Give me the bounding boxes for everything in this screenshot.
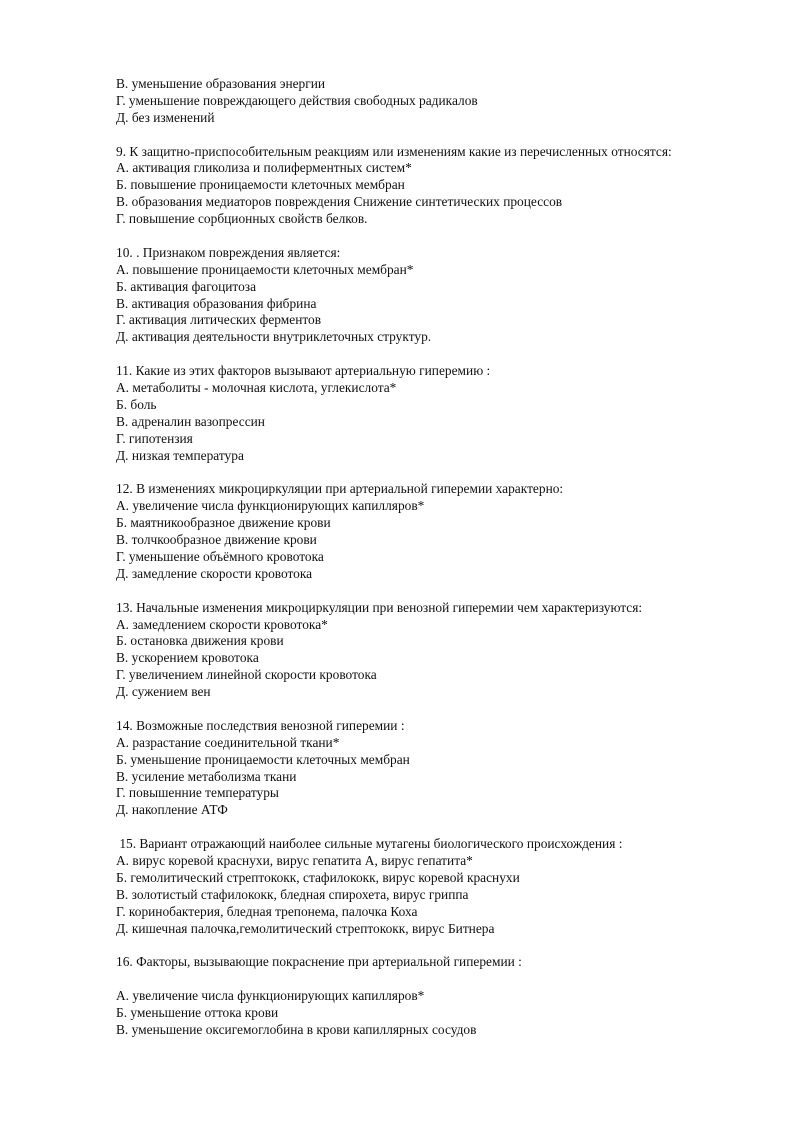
question-text: 13. Начальные изменения микроциркуляции при венозной гиперемии чем характеризуются: xyxy=(116,599,643,615)
answer-option: Г. повышение сорбционных свойств белков. xyxy=(116,211,368,227)
answer-option: Б. уменьшение оттока крови xyxy=(116,1004,279,1020)
question-block-13 xyxy=(116,600,786,701)
answer-option: Д. активация деятельности внутриклеточных структур. xyxy=(116,329,432,345)
answer-option: В. толчкообразное движение крови xyxy=(116,532,317,548)
question-block-15 xyxy=(116,836,786,937)
question-block-8-continuation xyxy=(116,76,786,127)
answer-option: Б. повышение проницаемости клеточных мембран xyxy=(116,177,405,193)
answer-option: В. адреналин вазопрессин xyxy=(116,413,265,429)
answer-option: Д. замедление скорости кровотока xyxy=(116,565,313,581)
question-text: 10. . Признаком повреждения является: xyxy=(116,244,341,260)
answer-option: Г. повышенние температуры xyxy=(116,785,279,801)
answer-option: Д. кишечная палочка,гемолитический стрептококк, вирус Битнера xyxy=(116,920,495,936)
answer-option: Г. уменьшение объёмного кровотока xyxy=(116,548,324,564)
answer-option: Г. увеличением линейной скорости кровотока xyxy=(116,667,377,683)
question-block-14 xyxy=(116,718,786,819)
answer-option: А. метаболиты - молочная кислота, углекислота* xyxy=(116,380,397,396)
answer-option: А. повышение проницаемости клеточных мембран* xyxy=(116,261,414,277)
question-text: 11. Какие из этих факторов вызывают артериальную гиперемию : xyxy=(116,363,491,379)
answer-option: Б. остановка движения крови xyxy=(116,633,284,649)
answer-option: Б. маятникообразное движение крови xyxy=(116,515,331,531)
answer-option: В. золотистый стафилококк, бледная спирохета, вирус гриппа xyxy=(116,886,469,902)
answer-option: А. вирус коревой краснухи, вирус гепатита А, вирус гепатита* xyxy=(116,852,473,868)
answer-option: В. ускорением кровотока xyxy=(116,650,259,666)
answer-option: Д. низкая температура xyxy=(116,447,244,463)
answer-option: Б. боль xyxy=(116,396,157,412)
answer-option: В. активация образования фибрина xyxy=(116,295,317,311)
question-text: 15. Вариант отражающий наиболее сильные мутагены биологического происхождения : xyxy=(116,836,623,852)
answer-option: Б. гемолитический стрептококк, стафилококк, вирус коревой краснухи xyxy=(116,869,520,885)
document-page xyxy=(116,76,786,1056)
answer-option: Б. активация фагоцитоза xyxy=(116,278,257,294)
question-block-16 xyxy=(116,954,786,1038)
answer-option: Д. сужением вен xyxy=(116,684,211,700)
question-block-10 xyxy=(116,245,786,346)
answer-option: Г. уменьшение повреждающего действия свободных радикалов xyxy=(116,92,478,108)
answer-option: А. активация гликолиза и полиферментных систем* xyxy=(116,160,412,176)
question-block-11 xyxy=(116,363,786,464)
question-text: 12. В изменениях микроциркуляции при артериальной гиперемии характерно: xyxy=(116,481,564,497)
question-text: 9. К защитно-приспособительным реакциям или изменениям какие из перечисленных относятся: xyxy=(116,143,672,159)
answer-option: А. разрастание соединительной ткани* xyxy=(116,734,340,750)
question-text: 16. Факторы, вызывающие покраснение при артериальной гиперемии : xyxy=(116,954,522,970)
answer-option: А. увеличение числа функционирующих капилляров* xyxy=(116,988,425,1004)
answer-option: А. замедлением скорости кровотока* xyxy=(116,616,328,632)
answer-option: Г. активация литических ферментов xyxy=(116,312,322,328)
answer-option: Г. коринобактерия, бледная трепонема, палочка Коха xyxy=(116,903,418,919)
answer-option: Б. уменьшение проницаемости клеточных мембран xyxy=(116,751,410,767)
answer-option: Г. гипотензия xyxy=(116,430,193,446)
question-block-12 xyxy=(116,481,786,582)
answer-option: В. образования медиаторов повреждения Снижение синтетических процессов xyxy=(116,194,563,210)
answer-option: Д. без изменений xyxy=(116,109,215,125)
question-text: 14. Возможные последствия венозной гиперемии : xyxy=(116,717,405,733)
blank-line xyxy=(116,971,786,988)
question-block-9 xyxy=(116,144,786,228)
answer-option: В. усиление метаболизма ткани xyxy=(116,768,297,784)
answer-option: В. уменьшение оксигемоглобина в крови капиллярных сосудов xyxy=(116,1021,477,1037)
answer-option: Д. накопление АТФ xyxy=(116,802,228,818)
answer-option: В. уменьшение образования энергии xyxy=(116,76,326,91)
answer-option: А. увеличение числа функционирующих капилляров* xyxy=(116,498,425,514)
